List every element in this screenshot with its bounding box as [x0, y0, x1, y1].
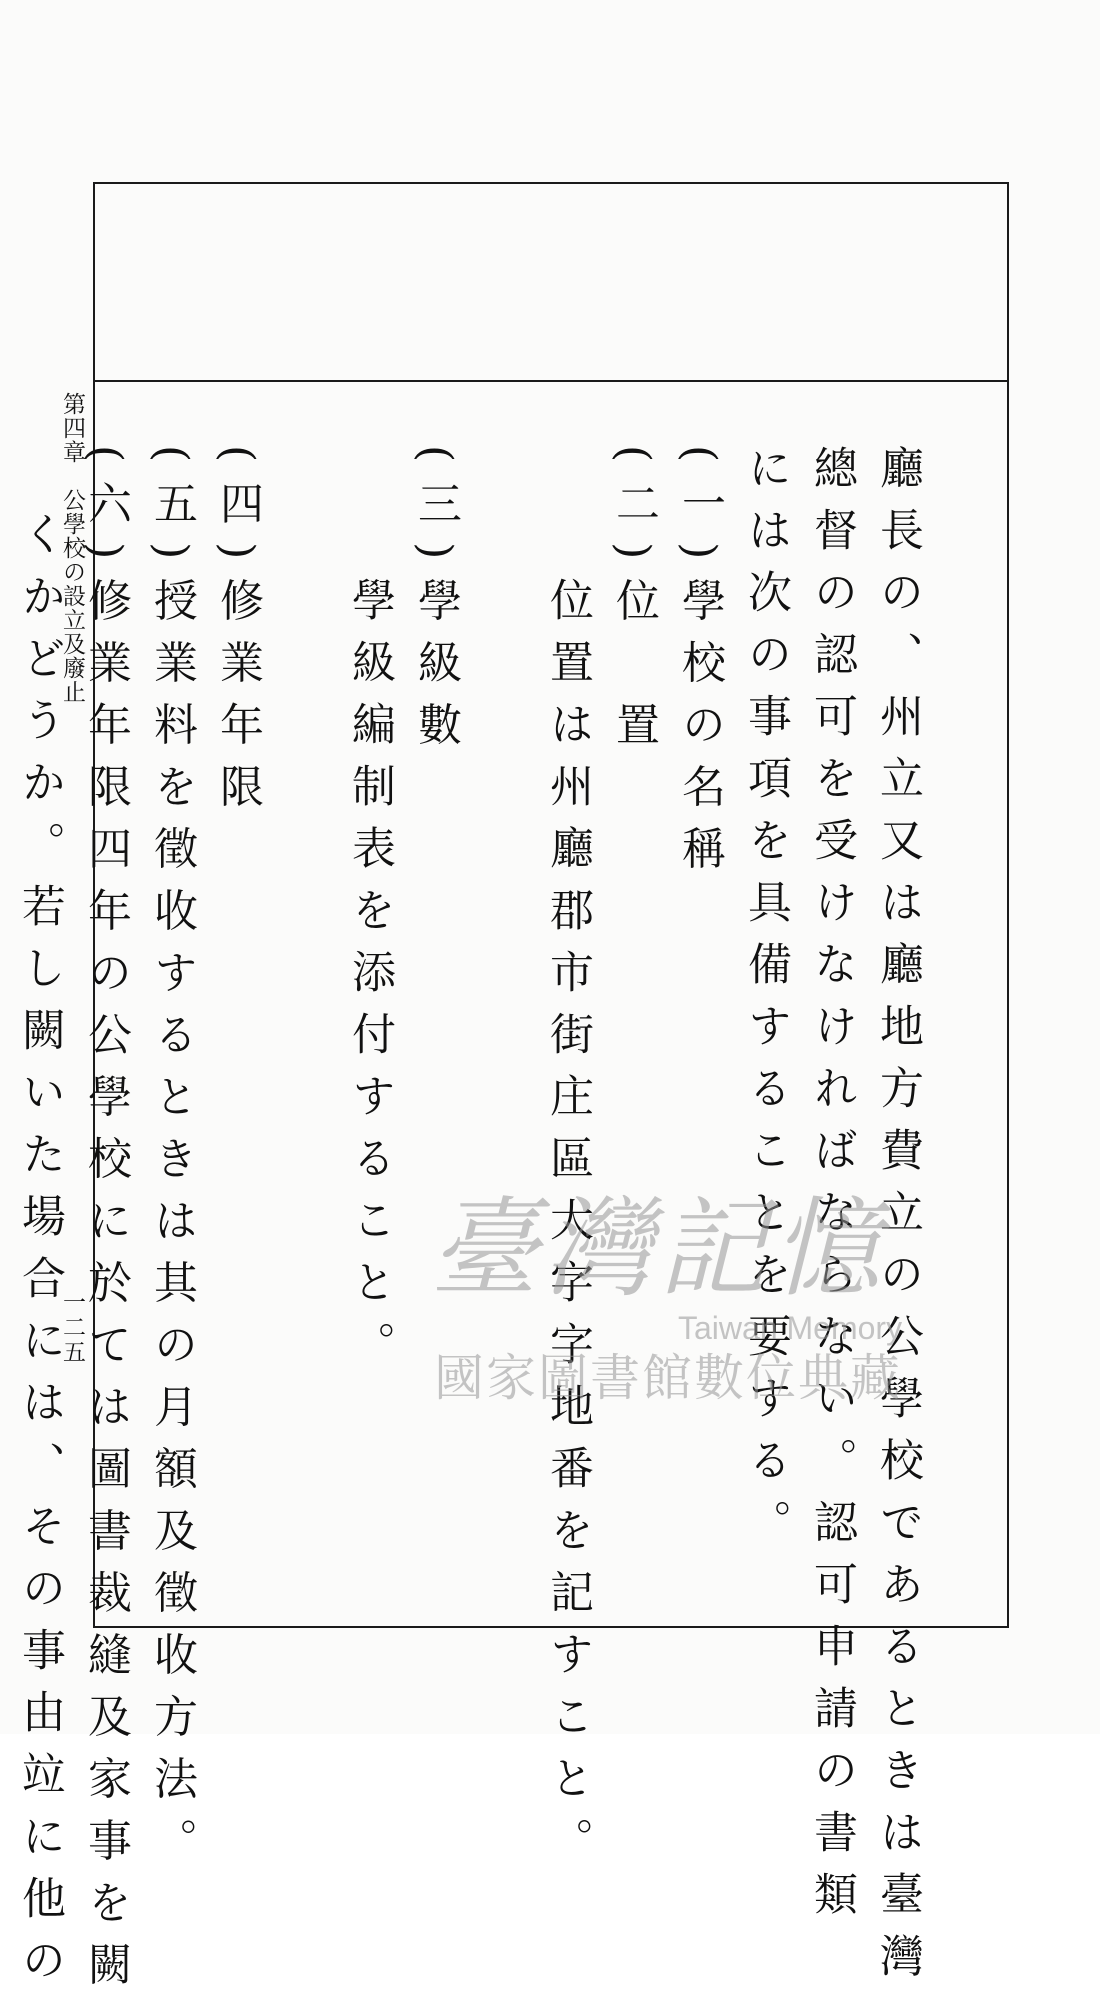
text-column: には次の事項を具備することを要する。	[740, 445, 791, 1561]
text-column: くかどうか。若し闕いた場合には、その事由竝に他の	[14, 511, 65, 1999]
text-column: 總督の認可を受けなければならない。認可申請の書類	[806, 445, 857, 1933]
blank-column	[468, 445, 534, 1615]
list-item-subjects: (六)修業年限四年の公學校に於ては圖書裁縫及家事を闕	[80, 445, 131, 2003]
list-item-fees: (五)授業料を徵收するときは其の月額及徵收方法。	[146, 445, 197, 1880]
page-number: 一二五	[59, 1290, 85, 1365]
watermark-library: 國家圖書館數位典藏	[434, 1349, 902, 1407]
watermark-logo: 臺灣記憶	[430, 1187, 887, 1312]
list-item-years: (四)修業年限	[212, 445, 263, 826]
list-item-detail: 學級編制表を添付すること。	[344, 577, 395, 1383]
header-rule	[93, 380, 1009, 382]
blank-column	[270, 445, 336, 1615]
watermark-subtitle: Taiwan Memory	[678, 1310, 903, 1346]
list-item-location: (二)位 置	[608, 445, 659, 764]
running-head: 第四章 公學校の設立及廢止	[59, 392, 85, 704]
list-item-detail: 位置は州廳郡市街庄區大字字地番を記すこと。	[542, 577, 593, 1879]
text-column	[0, 445, 6, 1615]
list-item-classes: (三)學級數	[410, 445, 461, 764]
text-column: 廳長の、州立又は廳地方費立の公學校であるときは臺灣	[872, 445, 923, 1995]
body-text	[0, 445, 930, 2003]
list-item-name: (一)學校の名稱	[674, 445, 725, 888]
